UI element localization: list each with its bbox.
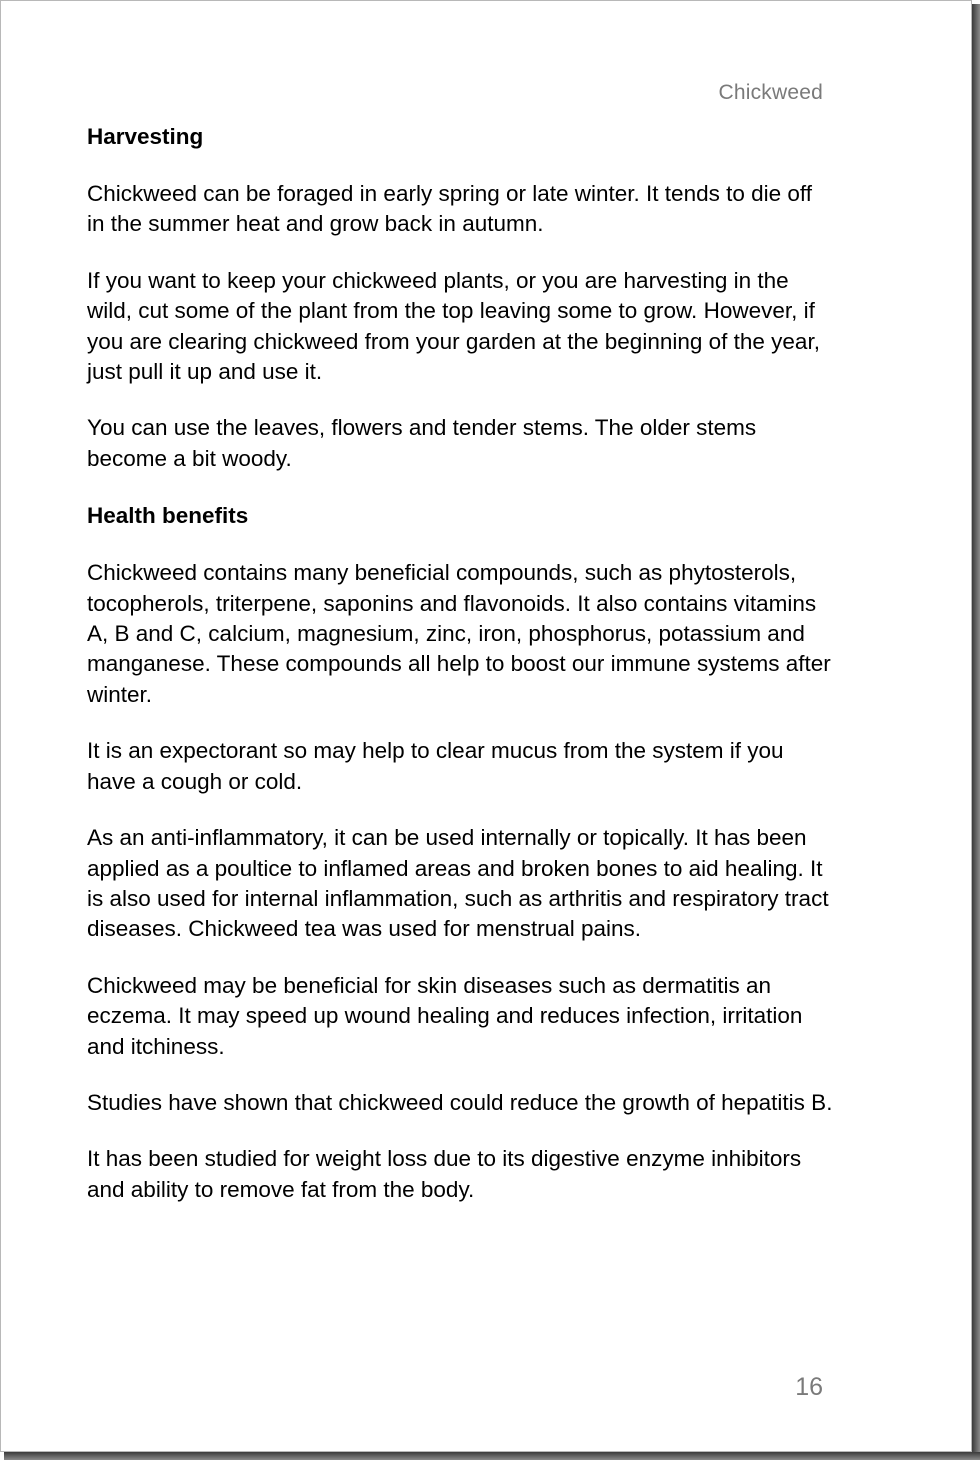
paragraph: If you want to keep your chickweed plants, or you are harvesting in the wild, cut some of the plant from the top leaving some to grow. However, if you are clearing chickweed from your garden at the beginning of the year, just pull it up and use it. bbox=[87, 267, 820, 385]
section-heading-harvesting: Harvesting bbox=[87, 124, 204, 149]
running-header: Chickweed bbox=[718, 81, 823, 104]
paragraph: As an anti-inflammatory, it can be used internally or topically. It has been applied as a poultice to inflamed areas and broken bones to aid healing. It is also used for internal inflammation, such as arthritis and respiratory tract diseases. Chickweed tea was used for menstrual pains. bbox=[87, 825, 829, 942]
page-number: 16 bbox=[795, 1373, 823, 1401]
page-shadow-right bbox=[972, 4, 980, 1460]
page-shadow-bottom bbox=[4, 1452, 980, 1460]
paragraph: It is an expectorant so may help to clear mucus from the system if you have a cough or cold. bbox=[87, 738, 784, 794]
paragraph: Chickweed may be beneficial for skin diseases such as dermatitis an eczema. It may speed up wound healing and reduces infection, irritation and itchiness. bbox=[87, 972, 803, 1059]
paragraph: It has been studied for weight loss due to its digestive enzyme inhibitors and ability to remove fat from the body. bbox=[87, 1146, 802, 1202]
section-heading-health-benefits: Health benefits bbox=[87, 503, 249, 529]
paragraph: Chickweed contains many beneficial compounds, such as phytosterols, tocopherols, triterpene, saponins and flavonoids. It also contains vitamins A, B and C, calcium, magnesium, zinc, iron, phosphorus, potassium and manganese. These compounds all help to boost our immune systems after winter. bbox=[87, 560, 831, 707]
paragraph: Chickweed can be foraged in early spring or late winter. It tends to die off in the summer heat and grow back in autumn. bbox=[87, 181, 812, 237]
page-content bbox=[87, 121, 833, 1231]
paragraph: You can use the leaves, flowers and tender stems. The older stems become a bit woody. bbox=[87, 415, 757, 471]
paragraph: Studies have shown that chickweed could reduce the growth of hepatitis B. bbox=[87, 1089, 833, 1115]
